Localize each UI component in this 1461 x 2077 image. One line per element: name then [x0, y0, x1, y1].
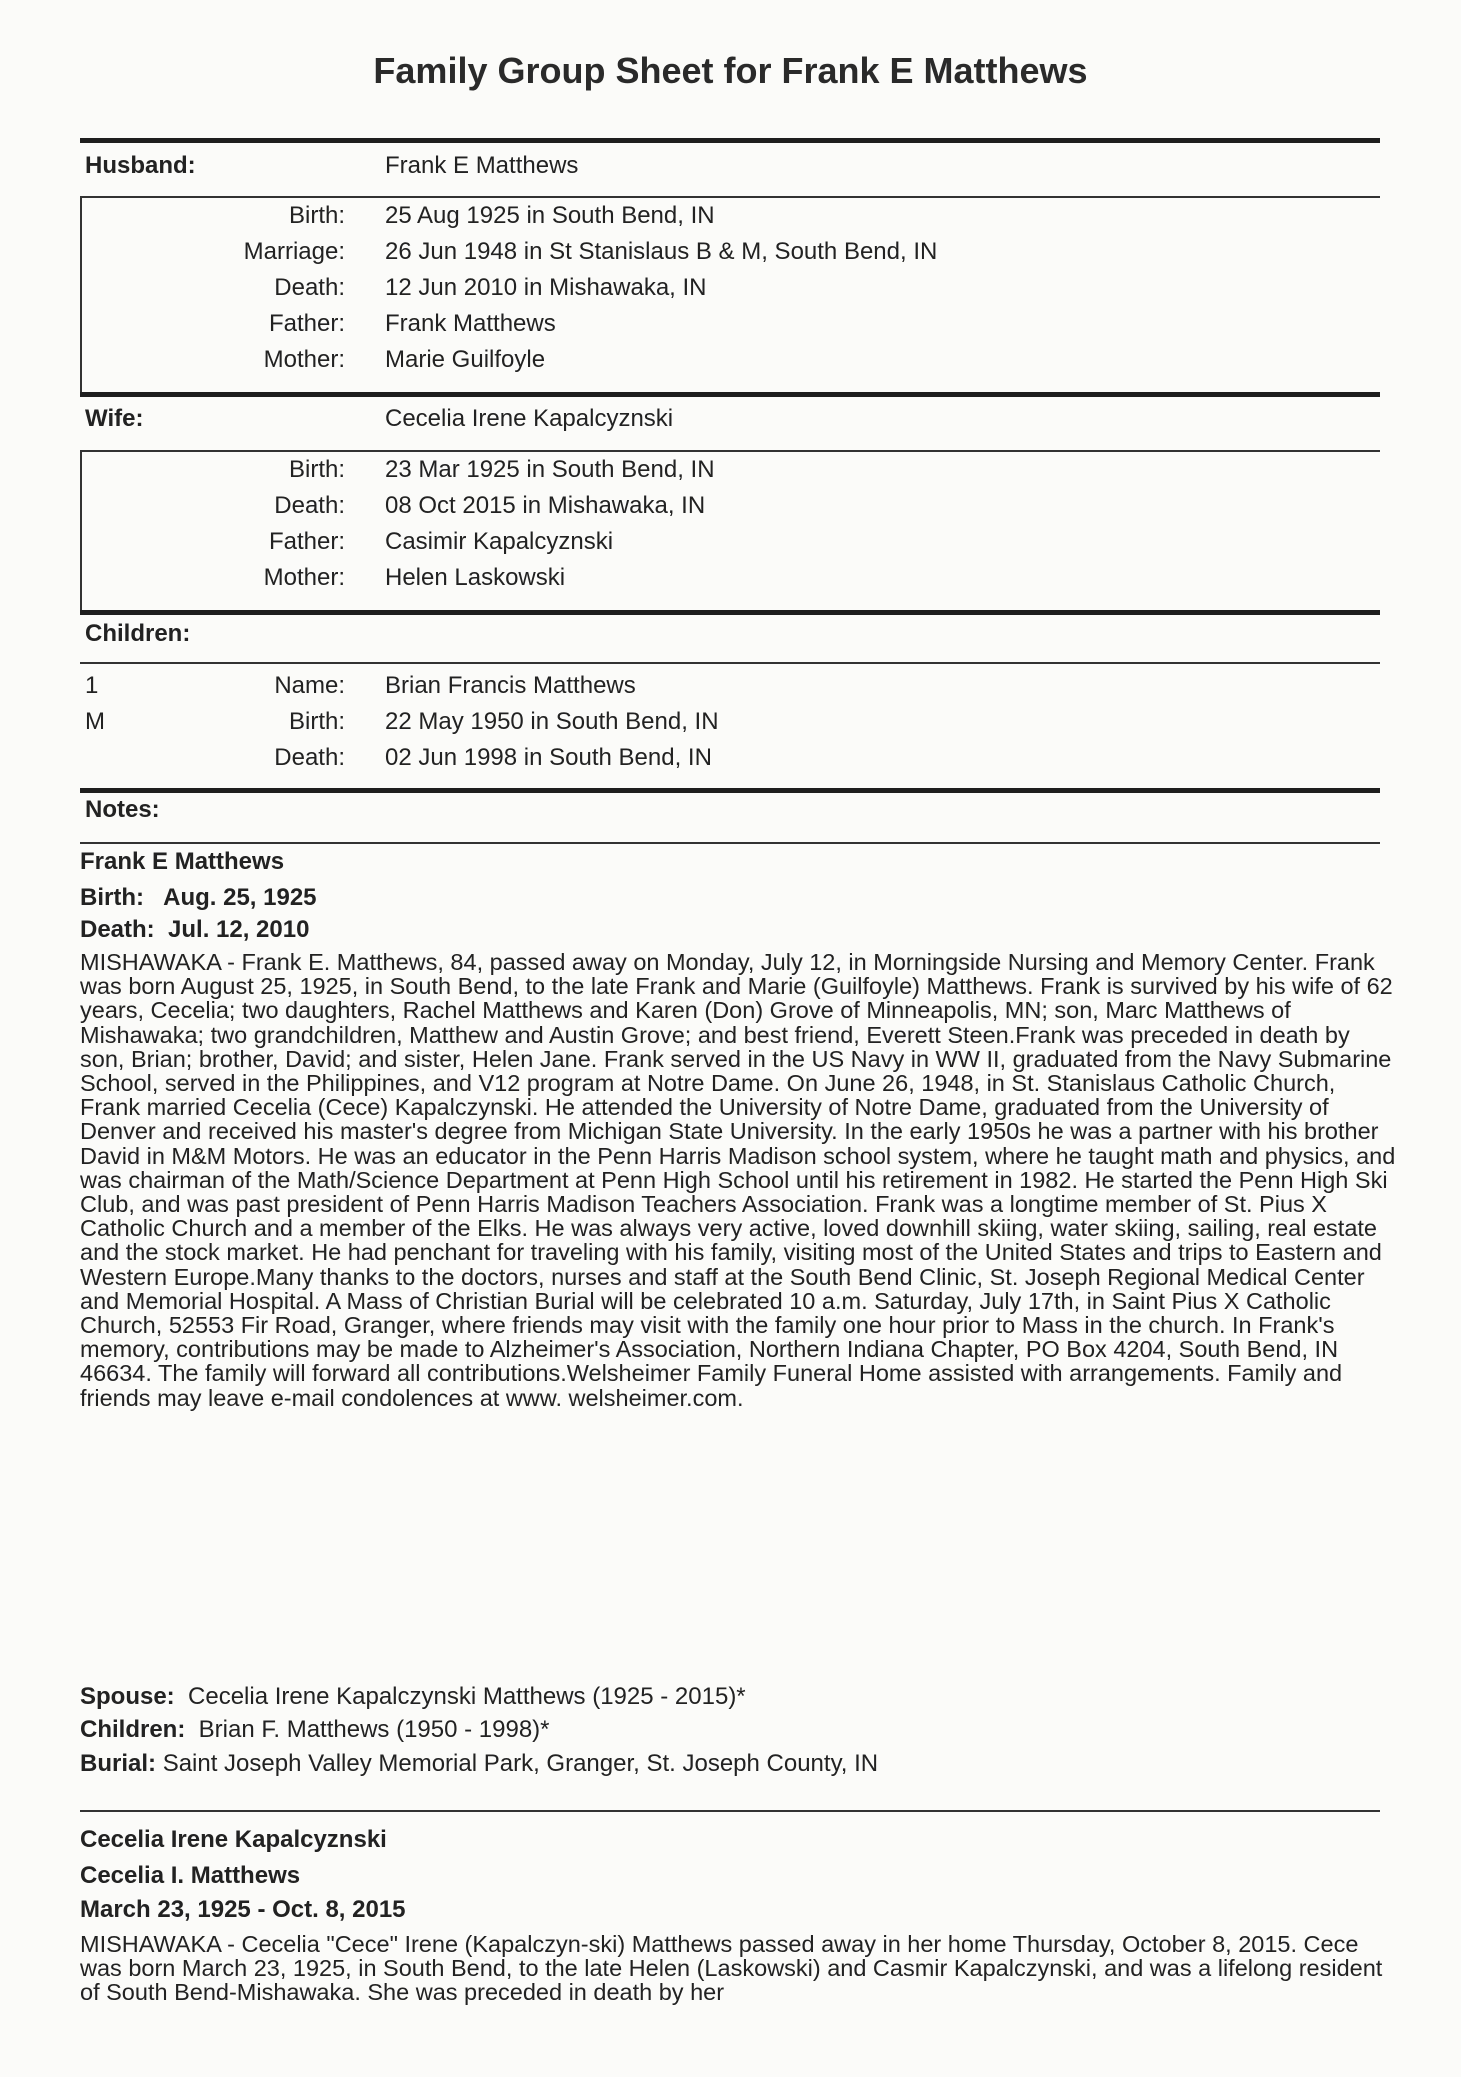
fact-label: Mother: — [263, 564, 345, 591]
note-heading: Frank E Matthews — [80, 848, 285, 875]
fact-value: 02 Jun 1998 in South Bend, IN — [385, 744, 712, 771]
note-dates: March 23, 1925 - Oct. 8, 2015 — [80, 1896, 406, 1923]
husband-label: Husband: — [85, 152, 196, 179]
divider — [80, 196, 82, 392]
wife-name: Cecelia Irene Kapalcyznski — [385, 405, 674, 432]
fact-value: 12 Jun 2010 in Mishawaka, IN — [385, 274, 707, 301]
note-burial — [80, 1750, 878, 1778]
fact-value: Brian Francis Matthews — [385, 672, 636, 699]
note-birth — [80, 884, 317, 912]
child-number: 1 — [85, 672, 99, 699]
divider — [80, 138, 1380, 143]
fact-label: Birth: — [288, 456, 345, 483]
note-death-label: Death: — [80, 916, 155, 943]
fact-value: 23 Mar 1925 in South Bend, IN — [385, 456, 715, 483]
note-spouse — [80, 1683, 746, 1711]
note-children-value: Brian F. Matthews (1950 - 1998)* — [198, 1716, 550, 1743]
children-label: Children: — [85, 620, 191, 647]
divider — [80, 1810, 1380, 1812]
fact-value: 22 May 1950 in South Bend, IN — [385, 708, 719, 735]
fact-value: Helen Laskowski — [385, 564, 566, 591]
note-children — [80, 1716, 550, 1744]
divider — [80, 392, 1380, 397]
obituary-text: MISHAWAKA - Cecelia "Cece" Irene (Kapalczyn-ski) Matthews passed away in her home Thursday, October 8, 2015. Cece was born March 23, 1925, in South Bend, to the late Helen (Laskowski) and Casmir Kapalczynski, and was a lifelong resident of South Bend-Mishawaka. She was preceded in death by her — [80, 1931, 1383, 2006]
child-sex: M — [85, 708, 105, 735]
fact-value: Casimir Kapalcyznski — [385, 528, 614, 555]
divider — [80, 450, 1380, 452]
note-spouse-label: Spouse: — [80, 1683, 175, 1710]
divider — [80, 196, 1380, 198]
fact-label: Marriage: — [243, 238, 345, 265]
fact-value: Frank Matthews — [385, 310, 556, 337]
note-heading: Cecelia Irene Kapalcyznski — [80, 1826, 387, 1853]
husband-name: Frank E Matthews — [385, 152, 579, 179]
fact-label: Birth: — [288, 202, 345, 229]
fact-label: Name: — [274, 672, 345, 699]
note-birth-value: Aug. 25, 1925 — [163, 884, 317, 911]
obituary-text: MISHAWAKA - Frank E. Matthews, 84, passed away on Monday, July 12, in Morningside Nursing and Memory Center. Frank was born August 25, 1925, in South Bend, to the late Frank and Marie (Guilfoyle) Matthews. Frank is survived by his wife of 62 years, Cecelia; two daughters, Rachel Matthews and Karen (Don) Grove of Minneapolis, MN; son, Marc Matthews of Mishawaka; two grandchildren, Matthew and Austin Grove; and best friend, Everett Steen.Frank was preceded in death by son, Brian; brother, David; and sister, Helen Jane. Frank served in the US Navy in WW II, graduated from the Navy Submarine School, served in the Philippines, and V12 program at Notre Dame. On June 26, 1948, in St. Stanislaus Catholic Church, Frank married Cecelia (Cece) Kapalczynski. He attended the University of Notre Dame, graduated from the University of Denver and received his master's degree from Michigan State University. In the early 1950s he was a partner with his brother David in M&M Motors. He was an educator in the Penn Harris Madison school system, where he taught math and physics, and was chairman of the Math/Science Department at Penn High School until his retirement in 1982. He started the Penn High Ski Club, and was past president of Penn Harris Madison Teachers Association. Frank was a longtime member of St. Pius X Catholic Church and a member of the Elks. He was always very active, loved downhill skiing, water skiing, sailing, real estate and the stock market. He had penchant for traveling with his family, visiting most of the United States and trips to Eastern and Western Europe.Many thanks to the doctors, nurses and staff at the South Bend Clinic, St. Joseph Regional Medical Center and Memorial Hospital. A Mass of Christian Burial will be celebrated 10 a.m. Saturday, July 17th, in Saint Pius X Catholic Church, 52553 Fir Road, Granger, where friends may visit with the family one hour prior to Mass in the church. In Frank's memory, contributions may be made to Alzheimer's Association, Northern Indiana Chapter, PO Box 4204, South Bend, IN 46634. The family will forward all contributions.Welsheimer Family Funeral Home assisted with arrangements. Family and friends may leave e-mail condolences at www. welsheimer.com. — [80, 949, 1396, 1411]
note-death-value: Jul. 12, 2010 — [168, 916, 310, 943]
divider — [80, 450, 82, 610]
fact-label: Birth: — [288, 708, 345, 735]
divider — [80, 662, 1380, 664]
note-subheading: Cecelia I. Matthews — [80, 1862, 301, 1889]
fact-label: Death: — [274, 744, 345, 771]
fact-label: Father: — [268, 310, 345, 337]
fact-label: Mother: — [263, 346, 345, 373]
note-death — [80, 916, 309, 944]
wife-label: Wife: — [85, 405, 144, 432]
divider — [80, 788, 1380, 793]
fact-value: 25 Aug 1925 in South Bend, IN — [385, 202, 715, 229]
fact-value: 26 Jun 1948 in St Stanislaus B & M, South Bend, IN — [385, 238, 938, 265]
note-children-label: Children: — [80, 1716, 186, 1743]
divider — [80, 842, 1380, 844]
note-birth-label: Birth: — [80, 884, 144, 911]
page-title: Family Group Sheet for Frank E Matthews — [373, 50, 1088, 91]
fact-label: Death: — [274, 492, 345, 519]
note-burial-label: Burial: — [80, 1750, 157, 1777]
fact-value: 08 Oct 2015 in Mishawaka, IN — [385, 492, 706, 519]
fact-label: Father: — [268, 528, 345, 555]
fact-value: Marie Guilfoyle — [385, 346, 546, 373]
divider — [80, 610, 1380, 615]
note-spouse-value: Cecelia Irene Kapalczynski Matthews (1925 - 2015)* — [188, 1683, 746, 1710]
note-burial-value: Saint Joseph Valley Memorial Park, Granger, St. Joseph County, IN — [162, 1750, 879, 1777]
fact-label: Death: — [274, 274, 345, 301]
notes-label: Notes: — [85, 796, 160, 823]
